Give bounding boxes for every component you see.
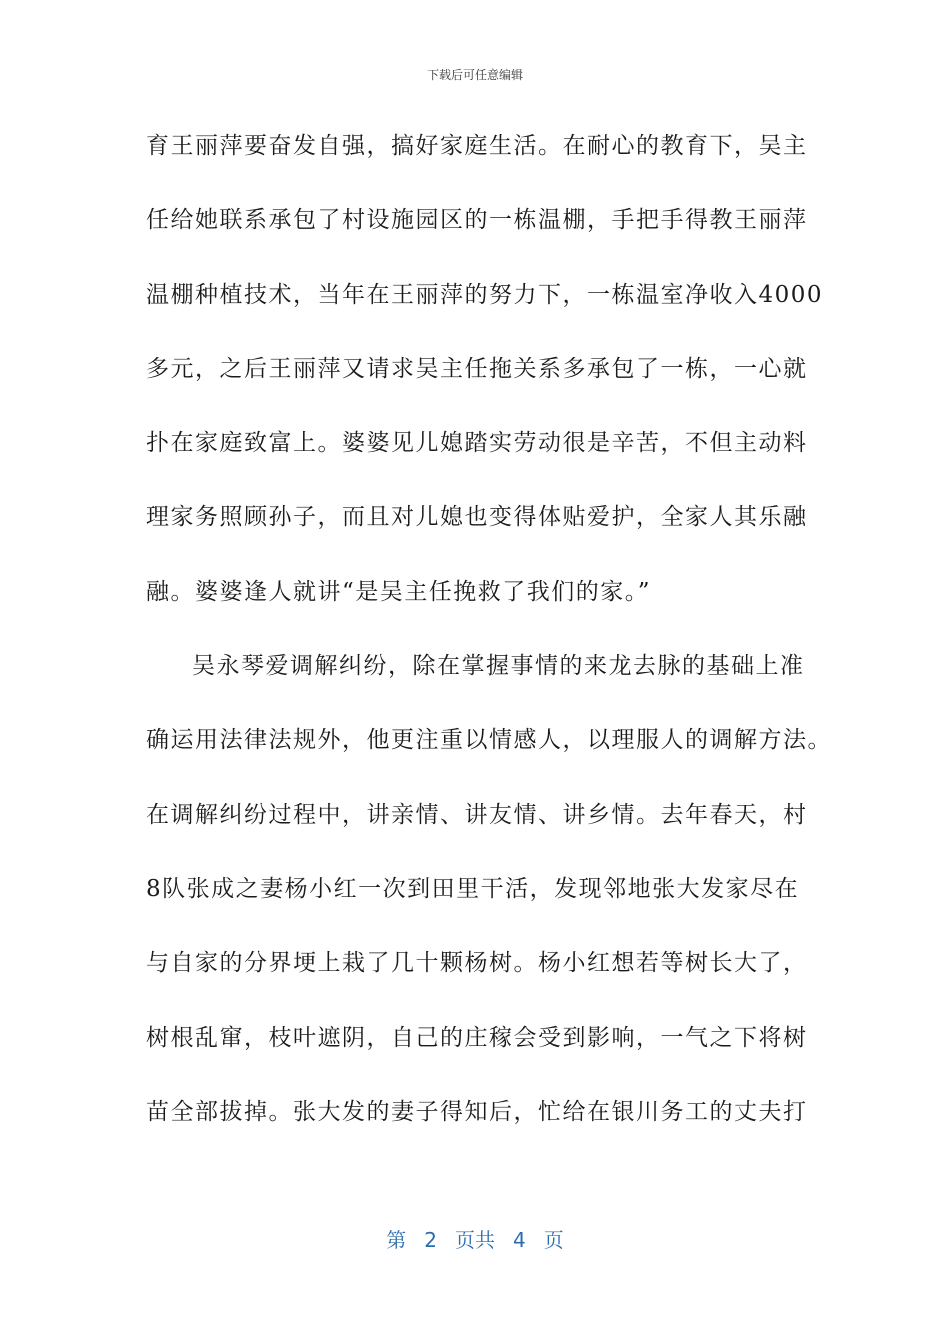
text-line-9: 确运用法律法规外，他更注重以情感人，以理服人的调解方法。 bbox=[146, 727, 832, 754]
document-body bbox=[146, 124, 832, 1164]
text-line-8-paragraph-start: 吴永琴爱调解纠纷，除在掌握事情的来龙去脉的基础上准 bbox=[192, 653, 805, 680]
text-line-14: 苗全部拔掉。张大发的妻子得知后，忙给在银川务工的丈夫打 bbox=[146, 1098, 808, 1125]
footer-total-pages: 4 bbox=[513, 1228, 526, 1252]
footer-current-page: 2 bbox=[424, 1228, 437, 1252]
text-line-6: 理家务照顾孙子，而且对儿媳也变得体贴爱护，全家人其乐融 bbox=[146, 504, 808, 531]
text-line-7: 融。婆婆逢人就讲“是吴主任挽救了我们的家。” bbox=[146, 578, 652, 605]
text-line-1: 育王丽萍要奋发自强，搞好家庭生活。在耐心的教育下，吴主 bbox=[146, 133, 808, 159]
text-line-12: 与自家的分界埂上栽了几十颗杨树。杨小红想若等树长大了， bbox=[146, 950, 808, 977]
page-header: 下载后可任意编辑 bbox=[426, 68, 523, 82]
footer-end-label: 页 bbox=[543, 1228, 564, 1252]
text-line-2: 任给她联系承包了村设施园区的一栋温棚，手把手得教王丽萍 bbox=[146, 207, 808, 234]
text-line-5: 扑在家庭致富上。婆婆见儿媳踏实劳动很是辛苦，不但主动料 bbox=[146, 430, 808, 457]
text-line-11: 8队张成之妻杨小红一次到田里干活，发现邻地张大发家尽在 bbox=[146, 875, 800, 902]
footer-of-label: 页共 bbox=[455, 1228, 495, 1252]
text-line-13: 树根乱窜，枝叶遮阴，自己的庄稼会受到影响，一气之下将树 bbox=[146, 1024, 808, 1051]
text-line-4: 多元，之后王丽萍又请求吴主任拖关系多承包了一栋，一心就 bbox=[146, 355, 808, 382]
footer-page-label: 第 bbox=[386, 1228, 407, 1252]
page-footer bbox=[0, 1224, 950, 1253]
text-line-3: 温棚种植技术，当年在王丽萍的努力下，一栋温室净收入4000 bbox=[146, 281, 824, 308]
text-line-10: 在调解纠纷过程中，讲亲情、讲友情、讲乡情。去年春天，村 bbox=[146, 801, 808, 828]
